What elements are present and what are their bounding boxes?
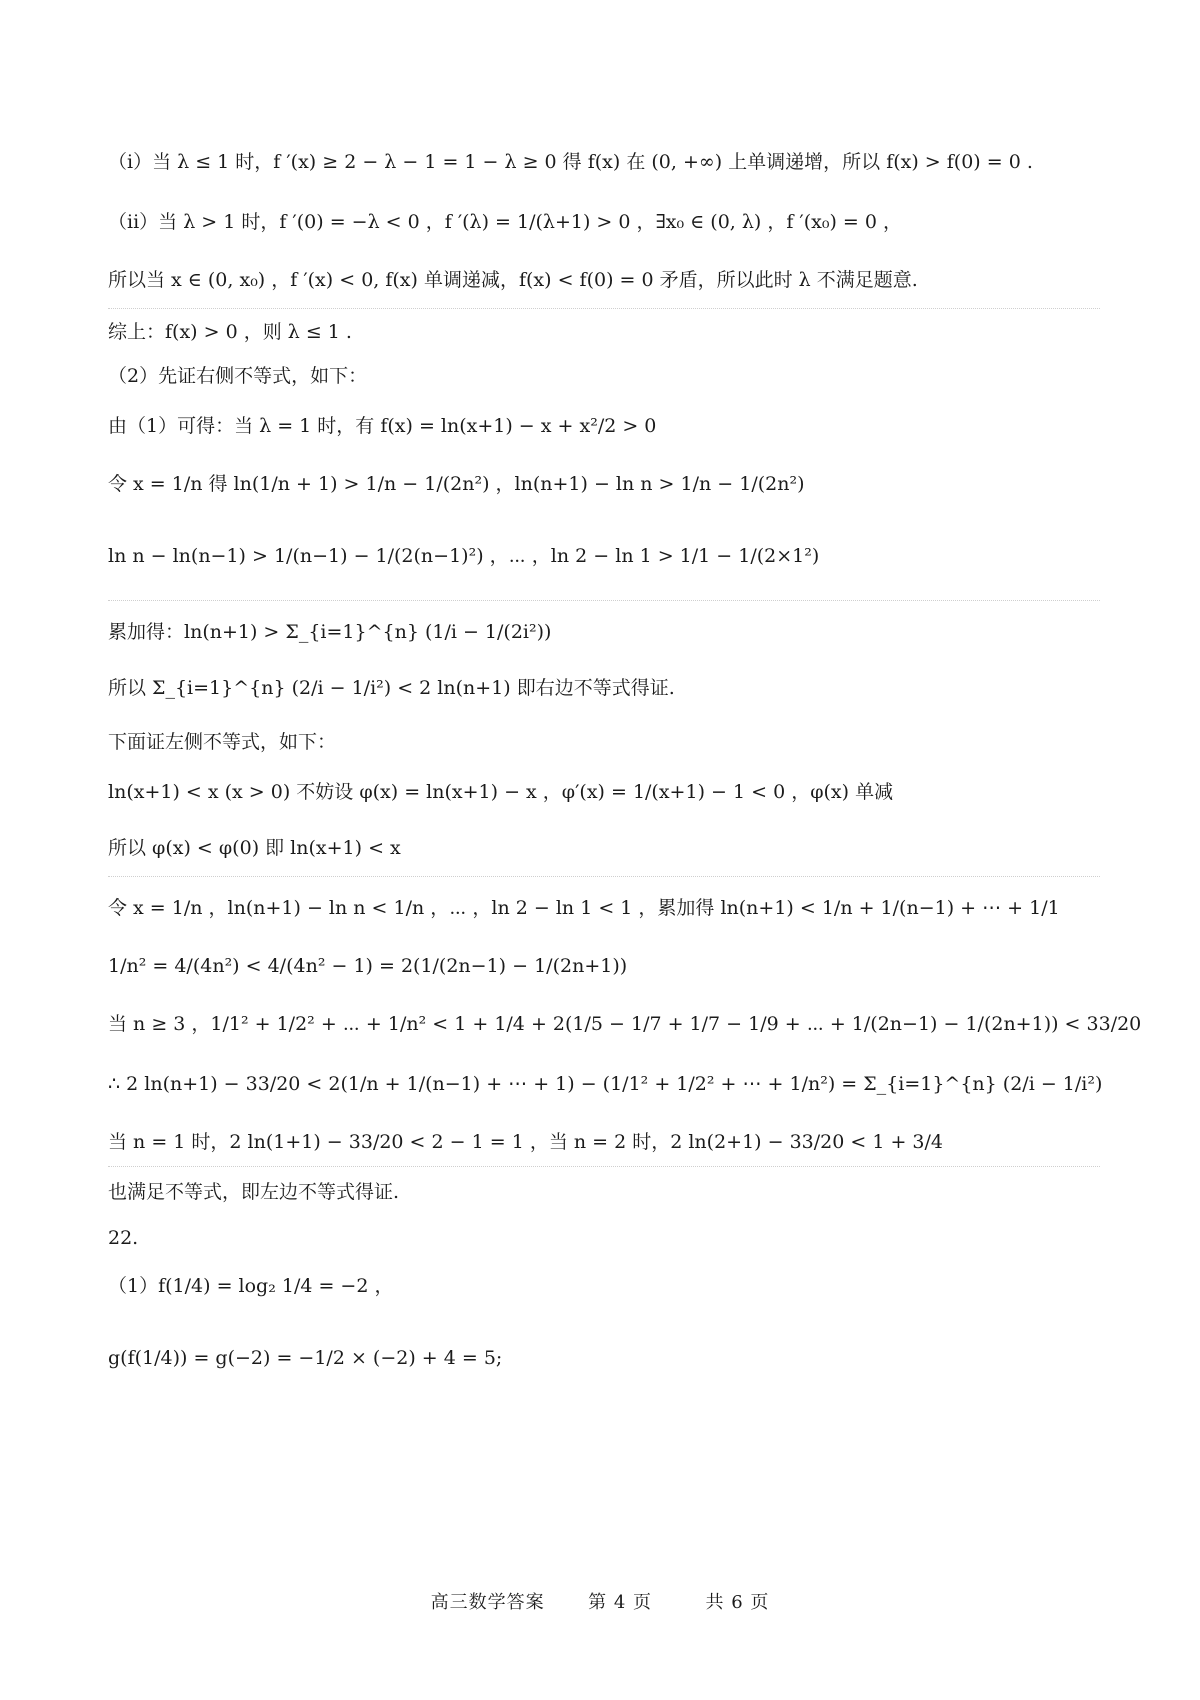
separator (108, 1166, 1100, 1167)
footer-subject: 高三数学答案 (430, 1592, 545, 1613)
q22-g-line: g(f(1/4)) = g(−2) = −1/2 × (−2) + 4 = 5; (108, 1347, 503, 1369)
separator (108, 308, 1100, 309)
substitute-line: 令 x = 1/n 得 ln(1/n + 1) > 1/n − 1/(2n²) ，ln(n+1) − ln n > 1/n − 1/(2n²) (108, 473, 805, 495)
from-part1-line: 由（1）可得：当 λ = 1 时，有 f(x) = ln(x+1) − x + x²/2 > 0 (108, 415, 657, 437)
q22-part1-line: （1）f(1/4) = log₂ 1/4 = −2 ， (108, 1275, 394, 1297)
question-number: 22. (108, 1227, 139, 1249)
phi-line: ln(x+1) < x (x > 0) 不妨设 φ(x) = ln(x+1) − x ，φ′(x) = 1/(x+1) − 1 < 0 ，φ(x) 单减 (108, 781, 894, 803)
chain-line: ln n − ln(n−1) > 1/(n−1) − 1/(2(n−1)²) ，⋯ ，ln 2 − ln 1 > 1/1 − 1/(2×1²) (108, 545, 820, 567)
conclusion-line: 综上：f(x) > 0 ，则 λ ≤ 1 . (108, 321, 352, 343)
separator (108, 600, 1100, 601)
left-heading: 下面证左侧不等式，如下： (108, 731, 337, 753)
footer-total-pages: 共 6 页 (705, 1592, 770, 1613)
right-proven-line: 所以 Σ_{i=1}^{n} (2/i − 1/i²) < 2 ln(n+1) 即右边不等式得证. (108, 677, 675, 699)
case-ii-line: （ii）当 λ > 1 时，f ′(0) = −λ < 0 ，f ′(λ) = 1/(λ+1) > 0 ，∃x₀ ∈ (0, λ) ，f ′(x₀) = 0 ， (108, 211, 903, 233)
phi-conclusion-line: 所以 φ(x) < φ(0) 即 ln(x+1) < x (108, 837, 401, 859)
left-proven-line: 也满足不等式，即左边不等式得证. (108, 1181, 400, 1203)
separator (108, 876, 1100, 877)
left-sum-line: 令 x = 1/n ，ln(n+1) − ln n < 1/n ，⋯ ，ln 2 − ln 1 < 1 ，累加得 ln(n+1) < 1/n + 1/(n−1) + ⋯ + 1/1 (108, 897, 1060, 919)
footer-page-number: 第 4 页 (588, 1592, 652, 1613)
small-n-line: 当 n = 1 时，2 ln(1+1) − 33/20 < 2 − 1 = 1 ，当 n = 2 时，2 ln(2+1) − 33/20 < 1 + 3/4 (108, 1131, 944, 1153)
therefore-line: ∴ 2 ln(n+1) − 33/20 < 2(1/n + 1/(n−1) + ⋯ + 1) − (1/1² + 1/2² + ⋯ + 1/n²) = Σ_{i=1}^{n} (2/i − 1/i²) (108, 1073, 1103, 1095)
contradiction-line: 所以当 x ∈ (0, x₀) ，f ′(x) < 0, f(x) 单调递减，f(x) < f(0) = 0 矛盾，所以此时 λ 不满足题意. (108, 269, 918, 291)
bound-line: 1/n² = 4/(4n²) < 4/(4n² − 1) = 2(1/(2n−1) − 1/(2n+1)) (108, 955, 628, 977)
part2-heading: （2）先证右侧不等式，如下： (108, 365, 368, 387)
case-i-line: （i）当 λ ≤ 1 时，f ′(x) ≥ 2 − λ − 1 = 1 − λ ≥ 0 得 f(x) 在 (0, +∞) 上单调递增，所以 f(x) > f(0) = 0 . (108, 151, 1033, 173)
n-ge-3-line: 当 n ≥ 3 ，1/1² + 1/2² + ⋯ + 1/n² < 1 + 1/4 + 2(1/5 − 1/7 + 1/7 − 1/9 + ⋯ + 1/(2n−1) − 1/(2n+1)) < 33/20 (108, 1013, 1142, 1035)
page-footer (0, 1591, 1200, 1615)
sum-line: 累加得：ln(n+1) > Σ_{i=1}^{n} (1/i − 1/(2i²)) (108, 621, 552, 643)
